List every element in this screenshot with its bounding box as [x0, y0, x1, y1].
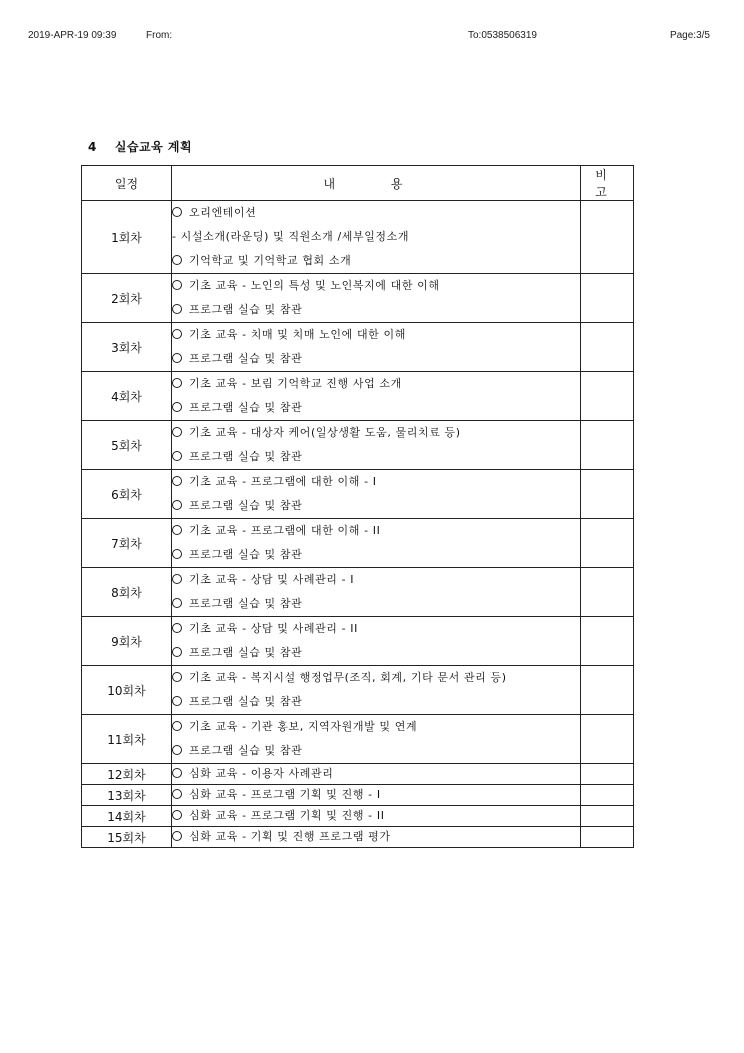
circle-bullet-icon [172, 476, 182, 486]
circle-bullet-icon [172, 721, 182, 731]
content-line-text: 프로그램 실습 및 참관 [189, 352, 303, 365]
table-body [82, 201, 634, 848]
header-content: 내 용 [172, 166, 581, 201]
note-cell [581, 806, 634, 827]
content-cell [172, 372, 581, 421]
fax-from: From: [146, 30, 173, 41]
session-cell: 7회차 [82, 519, 172, 568]
content-line [172, 323, 580, 347]
circle-bullet-icon [172, 810, 182, 820]
content-line-text: 프로그램 실습 및 참관 [189, 450, 303, 463]
circle-bullet-icon [172, 549, 182, 559]
content-line-text: 기초 교육 - 프로그램에 대한 이해 - I [189, 475, 377, 488]
content-line-text: 기초 교육 - 대상자 케어(일상생활 도움, 물리치료 등) [189, 426, 461, 439]
table-row [82, 201, 634, 274]
table-header-row [82, 166, 634, 201]
content-cell [172, 764, 581, 785]
note-cell [581, 715, 634, 764]
content-cell [172, 806, 581, 827]
note-cell [581, 785, 634, 806]
note-cell [581, 764, 634, 785]
table-row [82, 617, 634, 666]
content-line [172, 785, 580, 805]
content-line-text: 심화 교육 - 프로그램 기획 및 진행 - I [189, 788, 381, 801]
content-line [172, 715, 580, 739]
content-line [172, 617, 580, 641]
circle-bullet-icon [172, 525, 182, 535]
content-line-text: 프로그램 실습 및 참관 [189, 597, 303, 610]
table-row [82, 806, 634, 827]
content-line [172, 396, 580, 420]
table-row [82, 323, 634, 372]
circle-bullet-icon [172, 255, 182, 265]
note-cell [581, 372, 634, 421]
content-line [172, 827, 580, 847]
session-cell: 3회차 [82, 323, 172, 372]
note-cell [581, 617, 634, 666]
fax-to: To:0538506319 [468, 30, 537, 41]
content-cell [172, 519, 581, 568]
content-line [172, 445, 580, 469]
circle-bullet-icon [172, 623, 182, 633]
content-cell [172, 470, 581, 519]
content-cell [172, 715, 581, 764]
table-row [82, 568, 634, 617]
table-row [82, 519, 634, 568]
content-cell [172, 568, 581, 617]
content-line [172, 421, 580, 445]
content-line-text: 프로그램 실습 및 참관 [189, 548, 303, 561]
content-line-text: 기초 교육 - 보림 기억학교 진행 사업 소개 [189, 377, 402, 390]
section-number: 4 [88, 140, 97, 154]
content-line [172, 806, 580, 826]
content-line-text: 프로그램 실습 및 참관 [189, 646, 303, 659]
note-cell [581, 323, 634, 372]
content-line-text: 기초 교육 - 상담 및 사례관리 - II [189, 622, 358, 635]
circle-bullet-icon [172, 402, 182, 412]
content-line-text: 프로그램 실습 및 참관 [189, 401, 303, 414]
content-line [172, 641, 580, 665]
circle-bullet-icon [172, 647, 182, 657]
note-cell [581, 568, 634, 617]
session-cell: 10회차 [82, 666, 172, 715]
note-cell [581, 827, 634, 848]
content-cell [172, 201, 581, 274]
table-row [82, 764, 634, 785]
session-cell: 1회차 [82, 201, 172, 274]
circle-bullet-icon [172, 280, 182, 290]
content-line-text: 기초 교육 - 기관 홍보, 지역자원개발 및 연계 [189, 720, 418, 733]
circle-bullet-icon [172, 451, 182, 461]
table-row [82, 421, 634, 470]
session-cell: 9회차 [82, 617, 172, 666]
circle-bullet-icon [172, 427, 182, 437]
circle-bullet-icon [172, 207, 182, 217]
header-session: 일정 [82, 166, 172, 201]
circle-bullet-icon [172, 304, 182, 314]
table-row [82, 827, 634, 848]
content-line [172, 347, 580, 371]
content-line-text: 프로그램 실습 및 참관 [189, 499, 303, 512]
note-cell [581, 519, 634, 568]
content-line [172, 249, 580, 273]
content-cell [172, 827, 581, 848]
fax-header [28, 30, 710, 46]
content-line-text: 프로그램 실습 및 참관 [189, 695, 303, 708]
content-line [172, 274, 580, 298]
session-cell: 4회차 [82, 372, 172, 421]
content-cell [172, 274, 581, 323]
fax-datetime: 2019-APR-19 09:39 [28, 30, 117, 41]
session-cell: 2회차 [82, 274, 172, 323]
content-line-text: - 시설소개(라운딩) 및 직원소개 /세부일정소개 [172, 230, 410, 243]
section-title [88, 138, 192, 155]
content-line [172, 592, 580, 616]
content-line-text: 오리엔테이션 [189, 206, 257, 219]
session-cell: 5회차 [82, 421, 172, 470]
circle-bullet-icon [172, 353, 182, 363]
session-cell: 14회차 [82, 806, 172, 827]
content-line [172, 201, 580, 225]
circle-bullet-icon [172, 831, 182, 841]
session-cell: 11회차 [82, 715, 172, 764]
note-cell [581, 421, 634, 470]
content-line [172, 470, 580, 494]
content-line-text: 기초 교육 - 상담 및 사례관리 - I [189, 573, 355, 586]
content-cell [172, 785, 581, 806]
circle-bullet-icon [172, 598, 182, 608]
table-row [82, 274, 634, 323]
circle-bullet-icon [172, 500, 182, 510]
section-title-text: 실습교육 계획 [114, 140, 193, 154]
table-row [82, 470, 634, 519]
circle-bullet-icon [172, 768, 182, 778]
content-line-text: 심화 교육 - 기획 및 진행 프로그램 평가 [189, 830, 391, 843]
session-cell: 8회차 [82, 568, 172, 617]
note-cell [581, 274, 634, 323]
content-cell [172, 617, 581, 666]
circle-bullet-icon [172, 574, 182, 584]
content-line-text: 프로그램 실습 및 참관 [189, 744, 303, 757]
table-row [82, 666, 634, 715]
circle-bullet-icon [172, 696, 182, 706]
circle-bullet-icon [172, 378, 182, 388]
content-line [172, 690, 580, 714]
fax-page-number: Page:3/5 [669, 30, 710, 41]
content-line [172, 372, 580, 396]
content-line-text: 기억학교 및 기억학교 협회 소개 [189, 254, 352, 267]
header-note: 비 고 [581, 166, 634, 201]
content-line-text: 기초 교육 - 복지시설 행정업무(조직, 회계, 기타 문서 관리 등) [189, 671, 507, 684]
content-line [172, 298, 580, 322]
content-line-text: 기초 교육 - 프로그램에 대한 이해 - II [189, 524, 381, 537]
circle-bullet-icon [172, 745, 182, 755]
content-line [172, 739, 580, 763]
content-line-text: 심화 교육 - 프로그램 기획 및 진행 - II [189, 809, 385, 822]
content-line-text: 프로그램 실습 및 참관 [189, 303, 303, 316]
note-cell [581, 201, 634, 274]
content-line [172, 494, 580, 518]
content-line [172, 666, 580, 690]
note-cell [581, 666, 634, 715]
table-row [82, 372, 634, 421]
circle-bullet-icon [172, 329, 182, 339]
circle-bullet-icon [172, 789, 182, 799]
table-row [82, 715, 634, 764]
content-line [172, 568, 580, 592]
content-cell [172, 323, 581, 372]
session-cell: 6회차 [82, 470, 172, 519]
content-line [172, 543, 580, 567]
content-cell [172, 666, 581, 715]
content-line-text: 심화 교육 - 이용자 사례관리 [189, 767, 334, 780]
note-cell [581, 470, 634, 519]
training-plan-table [81, 165, 634, 848]
table-row [82, 785, 634, 806]
session-cell: 15회차 [82, 827, 172, 848]
content-line [172, 225, 580, 249]
session-cell: 12회차 [82, 764, 172, 785]
content-line-text: 기초 교육 - 노인의 특성 및 노인복지에 대한 이해 [189, 279, 440, 292]
content-line-text: 기초 교육 - 치매 및 치매 노인에 대한 이해 [189, 328, 406, 341]
session-cell: 13회차 [82, 785, 172, 806]
content-cell [172, 421, 581, 470]
content-line [172, 519, 580, 543]
circle-bullet-icon [172, 672, 182, 682]
content-line [172, 764, 580, 784]
